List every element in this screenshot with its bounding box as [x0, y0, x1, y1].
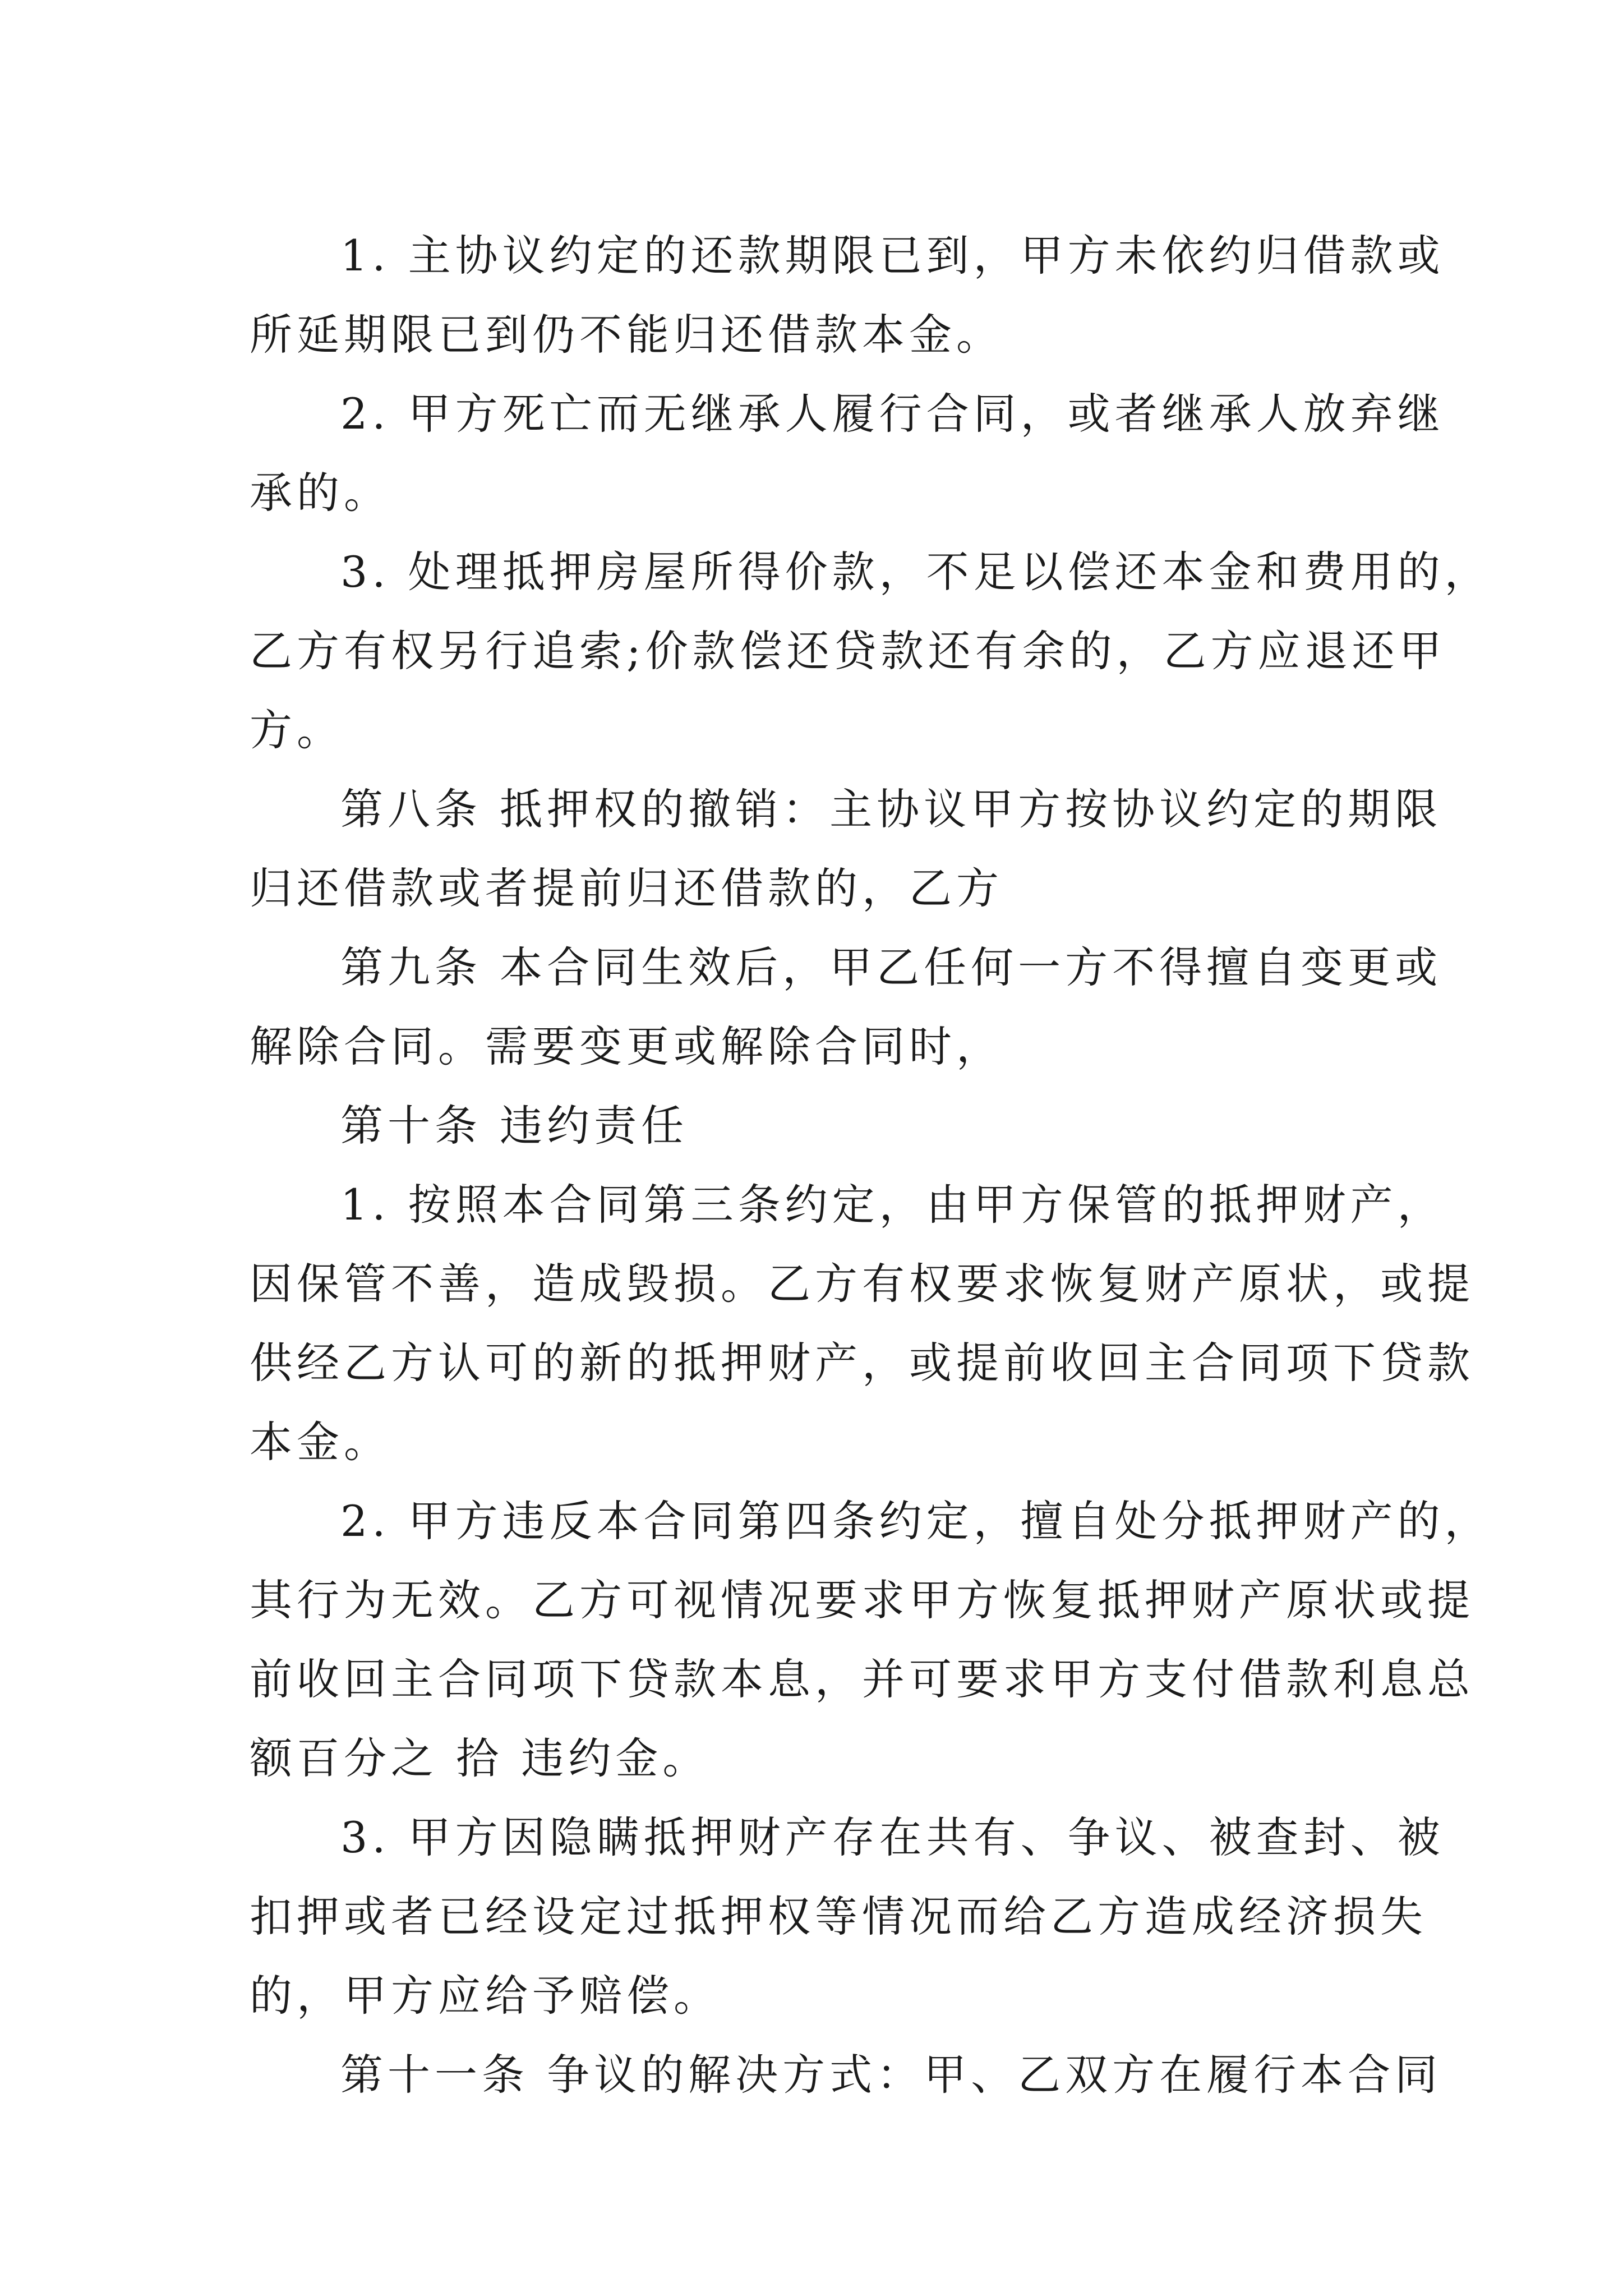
text-line: 2. 甲方死亡而无继承人履行合同，或者继承人放弃继: [340, 389, 1445, 439]
text-line: 解除合同。需要变更或解除合同时，: [250, 1022, 1003, 1071]
text-line: 3. 处理抵押房屋所得价款，不足以偿还本金和费用的，: [340, 547, 1492, 597]
text-line: 2. 甲方违反本合同第四条约定，擅自处分抵押财产的，: [340, 1496, 1492, 1546]
clause-item-1-overdue-repayment: [250, 216, 1445, 374]
document-body: [250, 216, 1492, 2114]
text-line: 第十条 违约责任: [340, 1101, 689, 1151]
text-line: 第八条 抵押权的撤销：主协议甲方按协议约定的期限: [340, 784, 1442, 834]
article-9-contract-change: [250, 928, 1442, 1086]
text-line: 其行为无效。乙方可视情况要求甲方恢复抵押财产原状或提: [250, 1575, 1474, 1625]
text-line: 因保管不善，造成毁损。乙方有权要求恢复财产原状，或提: [250, 1259, 1474, 1309]
text-line: 所延期限已到仍不能归还借款本金。: [250, 310, 1003, 360]
text-line: 前收回主合同项下贷款本息，并可要求甲方支付借款利息总: [250, 1654, 1474, 1704]
clause-item-2-no-heir: [250, 374, 1445, 532]
liability-item-2-unauthorized-disposal: [250, 1481, 1492, 1798]
article-10-heading-liability: [250, 1086, 1394, 1165]
liability-item-1-custody-damage: [250, 1165, 1474, 1481]
text-line: 方。: [250, 705, 344, 755]
text-line: 的，甲方应给予赔偿。: [250, 1971, 721, 2021]
text-line: 1. 主协议约定的还款期限已到，甲方未依约归借款或: [340, 231, 1445, 280]
text-line: 归还借款或者提前归还借款的，乙方: [250, 863, 1003, 913]
text-line: 3. 甲方因隐瞒抵押财产存在共有、争议、被查封、被: [340, 1812, 1445, 1862]
text-line: 本金。: [250, 1417, 391, 1467]
clause-item-3-disposal-proceeds: [250, 532, 1492, 770]
text-line: 第十一条 争议的解决方式：甲、乙双方在履行本合同: [340, 2050, 1442, 2100]
text-line: 供经乙方认可的新的抵押财产，或提前收回主合同项下贷款: [250, 1338, 1474, 1388]
text-line: 额百分之 拾 违约金。: [250, 1733, 710, 1783]
text-line: 承的。: [250, 468, 391, 518]
text-line: 1. 按照本合同第三条约定，由甲方保管的抵押财产，: [340, 1180, 1445, 1230]
article-8-mortgage-revocation: [250, 770, 1442, 928]
text-line: 乙方有权另行追索;价款偿还贷款还有余的，乙方应退还甲: [250, 626, 1446, 676]
article-11-dispute-resolution: [250, 2035, 1442, 2114]
liability-item-3-concealment-compensation: [250, 1798, 1445, 2035]
text-line: 第九条 本合同生效后，甲乙任何一方不得擅自变更或: [340, 942, 1442, 992]
text-line: 扣押或者已经设定过抵押权等情况而给乙方造成经济损失: [250, 1892, 1427, 1941]
